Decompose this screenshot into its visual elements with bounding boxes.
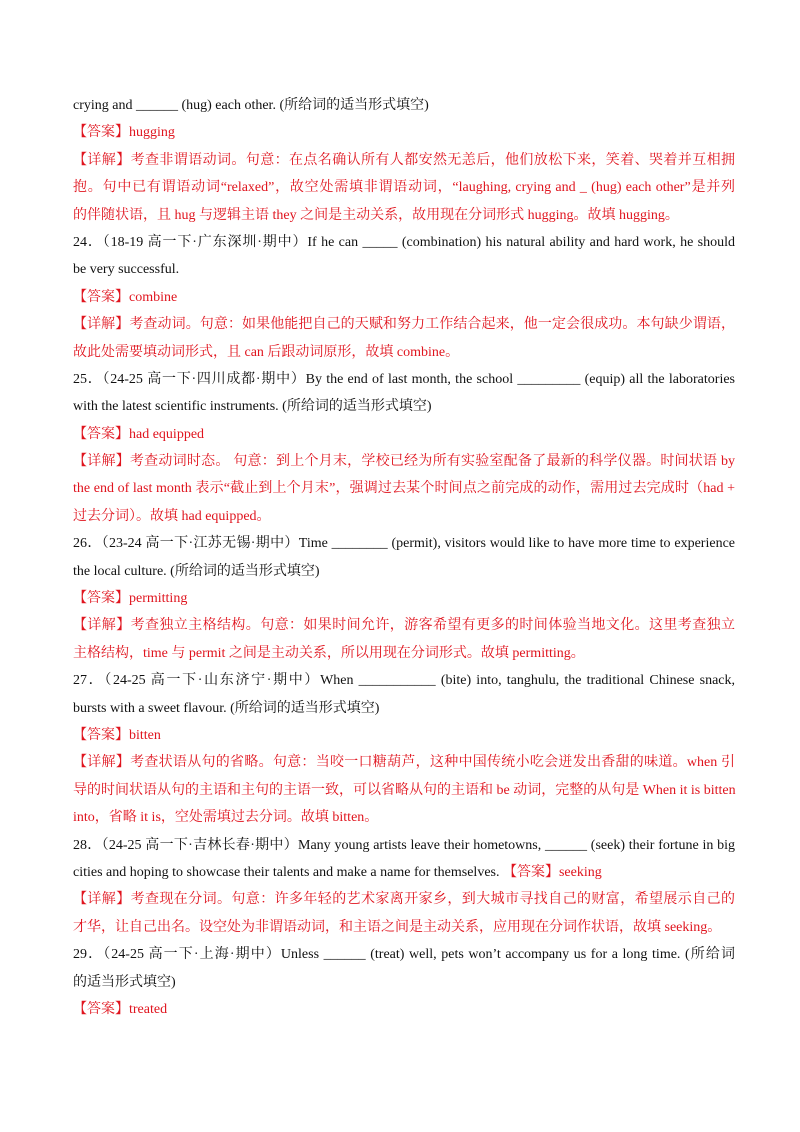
line-text: 的适当形式填空) (73, 974, 176, 990)
text-line (73, 503, 735, 530)
line-text: 【答案】combine (73, 289, 178, 305)
text-line (73, 886, 735, 913)
text-line (73, 612, 735, 639)
line-text: 【答案】hugging (73, 125, 175, 141)
text-line (73, 695, 735, 722)
text-line (73, 941, 735, 968)
line-text: 29．（24-25 高一下·上海·期中）Unless ______ (treat) well, pets won’t accompany us for a long time. (所给词 (73, 947, 735, 963)
line-text: 【详解】考查状语从句的省略。句意：当咬一口糖葫芦，这种中国传统小吃会迸发出香甜的味道。when 引 (73, 755, 735, 771)
text-line (73, 667, 735, 694)
text-line (73, 749, 735, 776)
line-text: crying and ______ (hug) each other. (所给词的适当形式填空) (73, 98, 429, 113)
line-text: the local culture. (所给词的适当形式填空) (73, 563, 320, 579)
line-text: 【答案】had equipped (73, 426, 205, 442)
line-text: 【答案】bitten (73, 727, 161, 743)
text-line (73, 92, 735, 119)
line-text: 28．（24-25 高一下·吉林长春·期中）Many young artists leave their hometowns, ______ (seek) their fortune in big (73, 837, 735, 853)
text-line (73, 558, 735, 585)
line-text: 的伴随状语，且 hug 与逻辑主语 they 之间是主动关系，故用现在分词形式 hugging。故填 hugging。 (73, 207, 679, 223)
text-line (73, 147, 735, 174)
line-text: 【详解】考查非谓语动词。句意：在点名确认所有人都安然无恙后，他们放松下来，笑着、哭着并互相拥 (73, 152, 735, 168)
text-line (73, 229, 735, 256)
line-text: with the latest scientific instruments. (所给词的适当形式填空) (73, 399, 432, 415)
line-text: 过去分词）。故填 had equipped。 (73, 508, 271, 524)
line-text: bursts with a sweet flavour. (所给词的适当形式填空) (73, 700, 380, 716)
line-text: 才华，让自己出名。设空处为非谓语动词，和主语之间是主动关系，应用现在分词作状语，故填 seeking。 (73, 919, 722, 935)
text-line (73, 393, 735, 420)
text-line (73, 448, 735, 475)
document-page (73, 92, 735, 1023)
line-text: 【答案】permitting (73, 591, 188, 607)
line-text: 【详解】考查动词。句意：如果他能把自己的天赋和努力工作结合起来，他一定会很成功。本句缺少谓语， (73, 317, 735, 333)
line-text: the end of last month 表示“截止到上个月末”，强调过去某个时间点之前完成的动作，需用过去完成时（had + (73, 481, 735, 497)
text-line (73, 996, 735, 1023)
text-line (73, 119, 735, 146)
line-text: 抱。句中已有谓语动词“relaxed”，故空处需填非谓语动词，“laughing, crying and _ (hug) each other”是并列 (73, 180, 735, 196)
line-text: 【详解】考查动词时态。 句意：到上个月末，学校已经为所有实验室配备了最新的科学仪器。时间状语 by (73, 454, 735, 470)
text-line (73, 475, 735, 502)
text-line (73, 339, 735, 366)
text-line (73, 640, 735, 667)
line-text: 27．（24-25 高一下·山东济宁·期中）When ___________ (bite) into, tanghulu, the traditional Chinese snack, (73, 673, 735, 689)
text-line (73, 722, 735, 749)
text-line (73, 530, 735, 557)
line-text: 26．（23-24 高一下·江苏无锡·期中）Time ________ (permit), visitors would like to have more time to experience (73, 536, 735, 552)
line-text: 主格结构，time 与 permit 之间是主动关系，所以用现在分词形式。故填 permitting。 (73, 645, 585, 661)
line-text: 【答案】treated (73, 1001, 168, 1017)
text-line (73, 366, 735, 393)
line-text: into，省略 it is，空处需填过去分词。故填 bitten。 (73, 810, 379, 826)
line-text: cities and hoping to showcase their talents and make a name for themselves. (73, 864, 503, 880)
line-text: be very successful. (73, 262, 180, 278)
answer-inline: 【答案】seeking (502, 864, 602, 880)
line-text: 故此处需要填动词形式，且 can 后跟动词原形，故填 combine。 (73, 344, 460, 360)
line-text: 24．（18-19 高一下·广东深圳·期中）If he can _____ (combination) his natural ability and hard work, he should (73, 234, 735, 250)
line-text: 25．（24-25 高一下·四川成都·期中）By the end of last month, the school _________ (equip) all the laboratories (73, 371, 735, 387)
line-text: 【详解】考查现在分词。句意：许多年轻的艺术家离开家乡，到大城市寻找自己的财富，希望展示自己的 (73, 892, 735, 908)
text-line (73, 421, 735, 448)
text-line (73, 969, 735, 996)
text-line (73, 832, 735, 859)
text-line (73, 174, 735, 201)
text-line (73, 914, 735, 941)
text-line (73, 804, 735, 831)
text-line (73, 284, 735, 311)
text-line (73, 777, 735, 804)
text-line (73, 202, 735, 229)
line-text: 导的时间状语从句的主语和主句的主语一致，可以省略从句的主语和 be 动词，完整的从句是 When it is bitten (73, 782, 736, 798)
text-line (73, 256, 735, 283)
text-line (73, 311, 735, 338)
line-text: 【详解】考查独立主格结构。句意：如果时间允许，游客希望有更多的时间体验当地文化。这里考查独立 (73, 618, 735, 634)
text-line (73, 859, 735, 886)
text-line (73, 585, 735, 612)
